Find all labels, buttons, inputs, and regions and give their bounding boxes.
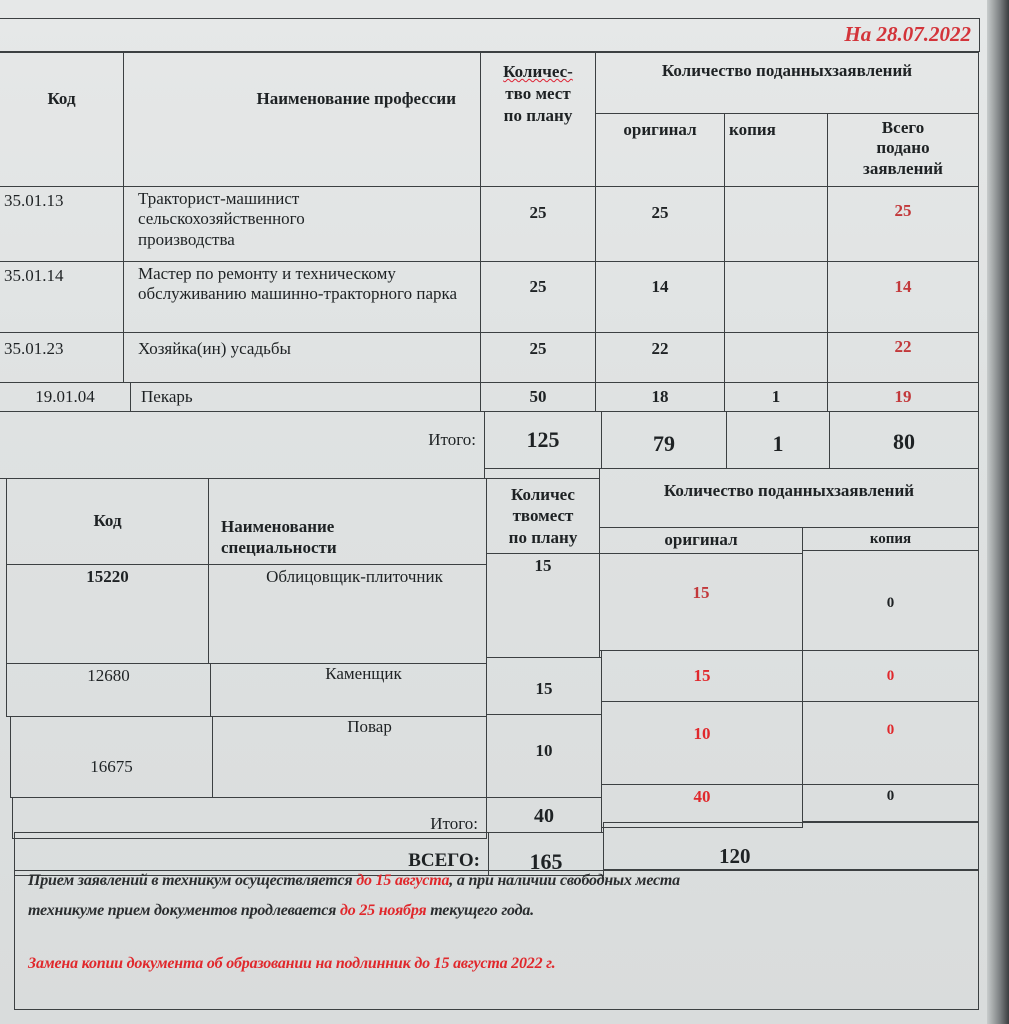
- t2-header-original: оригинал: [599, 527, 803, 554]
- t1-row-4-original: 18: [595, 382, 725, 412]
- t1-row-3-plan: 25: [480, 332, 596, 383]
- t1-row-4-copy: 1: [724, 382, 828, 412]
- t1-row-3-code: 35.01.23: [0, 332, 124, 383]
- t1-header-total: Всего подано заявлений: [827, 113, 979, 187]
- t1-row-1-original: 25: [595, 186, 725, 262]
- t1-row-4-total: 19: [827, 382, 979, 412]
- note-line-3: Замена копии документа об образовании на подлинник до 15 августа 2022 г.: [28, 955, 556, 972]
- t2-row-2-copy: 0: [802, 650, 979, 702]
- monitor-bezel: [987, 0, 1009, 1024]
- t2-row-2-code: 12680: [6, 663, 211, 717]
- t2-row-3-plan: 10: [486, 714, 602, 798]
- t1-row-2-name: Мастер по ремонту и техническому обслуживанию машинно-тракторного парка: [123, 261, 481, 333]
- t2-row-1-name: Облицовщик-плиточник: [208, 564, 487, 664]
- t2-header-plan: Количес твомест по плану: [486, 478, 600, 554]
- t1-row-3-name: Хозяйка(ин) усадьбы: [123, 332, 481, 383]
- t2-totals-label: Итого:: [12, 797, 487, 839]
- t1-row-3-original: 22: [595, 332, 725, 383]
- t1-totals-plan: 125: [484, 411, 602, 469]
- t1-row-2-original: 14: [595, 261, 725, 333]
- t1-header-copy: копия: [724, 113, 828, 187]
- t1-row-1-name: Тракторист-машинист сельскохозяйственного производства: [123, 186, 481, 262]
- t2-header-name: Наименование специальности: [208, 478, 487, 565]
- t1-row-3-copy: [724, 332, 828, 383]
- t1-totals-label: Итого:: [0, 411, 485, 479]
- t2-header-applications: Количество поданныхзаявлений: [599, 468, 979, 528]
- t2-header-code: Код: [6, 478, 209, 565]
- t2-row-1-plan: 15: [486, 553, 600, 658]
- t1-totals-copy: 1: [726, 411, 830, 469]
- t1-row-2-copy: [724, 261, 828, 333]
- note-line-1: Прием заявлений в техникум осуществляется до 15 августа, а при наличии свободных места: [28, 872, 680, 889]
- t1-header-plan: Количес- тво мест по плану: [480, 52, 596, 187]
- t2-row-2-original: 15: [601, 650, 803, 702]
- t1-header-code: Код: [0, 52, 124, 187]
- t1-row-4-code: 19.01.04: [0, 382, 131, 412]
- notes-box: [14, 870, 979, 1010]
- t1-row-4-plan: 50: [480, 382, 596, 412]
- t1-header-applications: Количество поданныхзаявлений: [595, 52, 979, 114]
- t1-row-1-code: 35.01.13: [0, 186, 124, 262]
- date-label: На 28.07.2022: [844, 22, 971, 47]
- t2-row-1-code: 15220: [6, 564, 209, 664]
- t2-row-3-original: 10: [601, 701, 803, 785]
- date-row: [0, 18, 980, 52]
- t2-row-1-original: 15: [599, 553, 803, 651]
- t1-header-original: оригинал: [595, 113, 725, 187]
- t2-row-1-copy: 0: [802, 550, 979, 651]
- t1-totals-total: 80: [829, 411, 979, 469]
- grand-total-label: ВСЕГО:: [14, 832, 489, 876]
- grand-total-applications: 120: [603, 822, 979, 870]
- t2-row-2-plan: 15: [486, 657, 602, 715]
- t1-row-2-code: 35.01.14: [0, 261, 124, 333]
- t1-totals-original: 79: [601, 411, 727, 469]
- t2-row-2-name: Каменщик: [210, 663, 487, 717]
- t1-row-3-total: 22: [827, 332, 979, 383]
- t2-header-copy: копия: [802, 527, 979, 551]
- note-line-2: техникуме прием документов продлевается до 25 ноября текущего года.: [28, 902, 534, 919]
- t1-header-name: Наименование профессии: [123, 52, 481, 187]
- t2-totals-plan: 40: [486, 797, 602, 833]
- t2-row-3-name: Повар: [212, 716, 487, 798]
- t2-row-3-code: 16675: [10, 716, 213, 798]
- t1-row-4-name: Пекарь: [130, 382, 481, 412]
- t1-row-2-total: 14: [827, 261, 979, 333]
- t1-row-1-copy: [724, 186, 828, 262]
- t2-totals-original: 40: [601, 784, 803, 828]
- t2-totals-copy: 0: [802, 784, 979, 822]
- grand-total-plan: 165: [488, 832, 604, 876]
- t1-row-2-plan: 25: [480, 261, 596, 333]
- t1-row-1-total: 25: [827, 186, 979, 262]
- t2-row-3-copy: 0: [802, 701, 979, 785]
- t1-row-1-plan: 25: [480, 186, 596, 262]
